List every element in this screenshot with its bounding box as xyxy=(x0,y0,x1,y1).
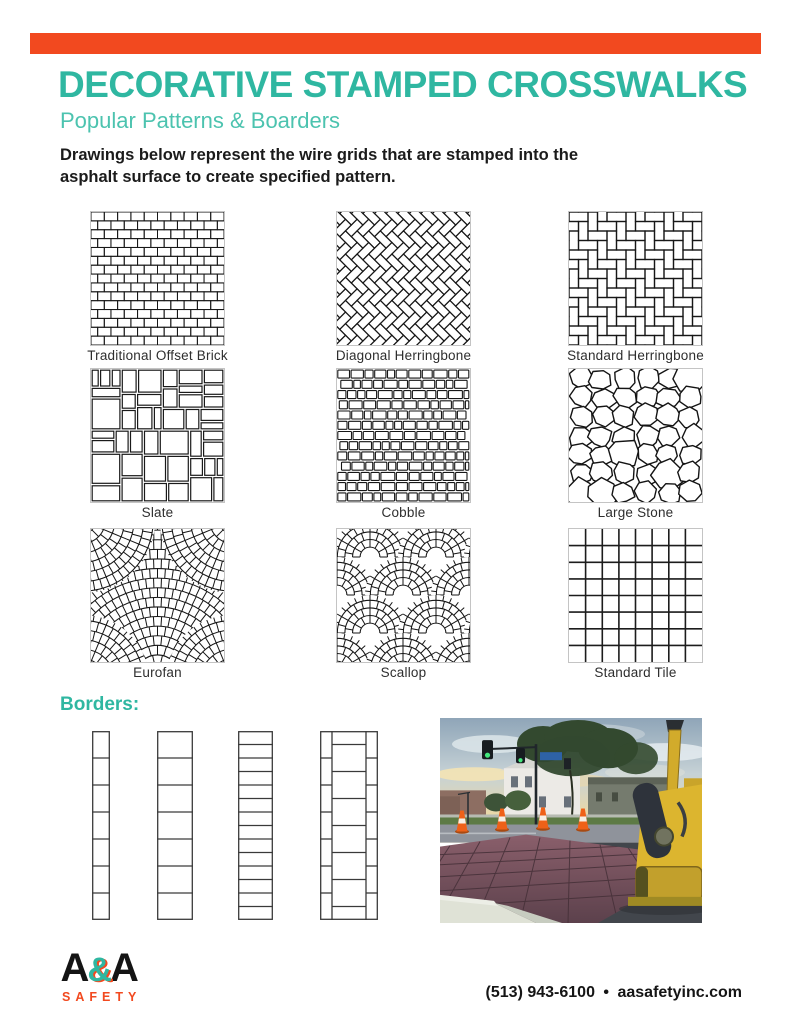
pattern-card xyxy=(336,528,471,680)
pattern-label: Eurofan xyxy=(133,665,182,680)
pattern-drawing-eurofan xyxy=(90,528,225,663)
pattern-card xyxy=(567,211,704,363)
eurofan-drawing xyxy=(91,529,224,662)
pattern-drawing-large-stone xyxy=(568,368,703,503)
large-stone-drawing xyxy=(569,369,702,502)
pattern-drawing-slate xyxy=(90,368,225,503)
phone-number: (513) 943-6100 xyxy=(485,984,595,1001)
pattern-label: Traditional Offset Brick xyxy=(87,348,228,363)
pattern-label: Scallop xyxy=(380,665,427,680)
page-subtitle: Popular Patterns & Boarders xyxy=(60,108,341,133)
border-strip-3 xyxy=(238,731,273,920)
pattern-card xyxy=(568,368,703,520)
pattern-drawing-offset-brick xyxy=(90,211,225,346)
border-strip-4 xyxy=(320,731,378,920)
website: aasafetyinc.com xyxy=(617,984,742,1001)
offset-brick-drawing xyxy=(91,212,224,345)
pattern-label: Standard Herringbone xyxy=(567,348,704,363)
standard-tile-drawing xyxy=(569,529,702,662)
intro-line-2: asphalt surface to create specified pattern. xyxy=(60,167,396,186)
pattern-label: Large Stone xyxy=(597,505,674,520)
border-strip-2 xyxy=(157,731,193,920)
pattern-label: Diagonal Herringbone xyxy=(335,348,472,363)
logo-wordmark xyxy=(58,946,141,990)
bullet-separator: • xyxy=(603,984,610,1001)
pattern-card xyxy=(90,528,225,680)
page-title: DECORATIVE STAMPED CROSSWALKS xyxy=(58,64,748,105)
three-course-offset-drawing xyxy=(320,731,378,920)
pattern-label: Standard Tile xyxy=(594,665,677,680)
half-course-drawing xyxy=(238,731,273,920)
scallop-drawing xyxy=(337,529,470,662)
pattern-card xyxy=(90,368,225,520)
logo-ampersand: & xyxy=(87,951,112,990)
pattern-card xyxy=(335,211,472,363)
pattern-card xyxy=(568,528,703,680)
pattern-drawing-scallop xyxy=(336,528,471,663)
pattern-drawing-diagonal-herringbone xyxy=(336,211,471,346)
borders-heading: Borders: xyxy=(60,694,140,715)
pattern-label: Cobble xyxy=(381,505,426,520)
cobble-drawing xyxy=(337,369,470,502)
diagonal-herringbone-drawing xyxy=(337,212,470,345)
pattern-drawing-cobble xyxy=(336,368,471,503)
logo-safety-word: SAFETY xyxy=(62,990,142,1004)
logo-letter-a-right: A xyxy=(109,946,139,990)
pattern-drawing-standard-herringbone xyxy=(568,211,703,346)
top-accent-bar xyxy=(30,33,761,54)
border-strip-1 xyxy=(92,731,110,920)
pattern-card xyxy=(87,211,228,363)
company-logo xyxy=(58,946,142,1004)
slate-drawing xyxy=(91,369,224,502)
intro-text xyxy=(60,145,578,189)
pattern-drawing-standard-tile xyxy=(568,528,703,663)
footer-contact xyxy=(484,984,744,1002)
standard-herringbone-drawing xyxy=(569,212,702,345)
single-course-narrow-drawing xyxy=(92,731,110,920)
pattern-card xyxy=(336,368,471,520)
logo-letter-a-left: A xyxy=(60,946,90,990)
intro-line-1: Drawings below represent the wire grids that are stamped into the xyxy=(60,146,579,164)
pattern-label: Slate xyxy=(141,505,174,520)
crosswalk-photo xyxy=(440,718,702,923)
single-course-wide-drawing xyxy=(157,731,193,920)
